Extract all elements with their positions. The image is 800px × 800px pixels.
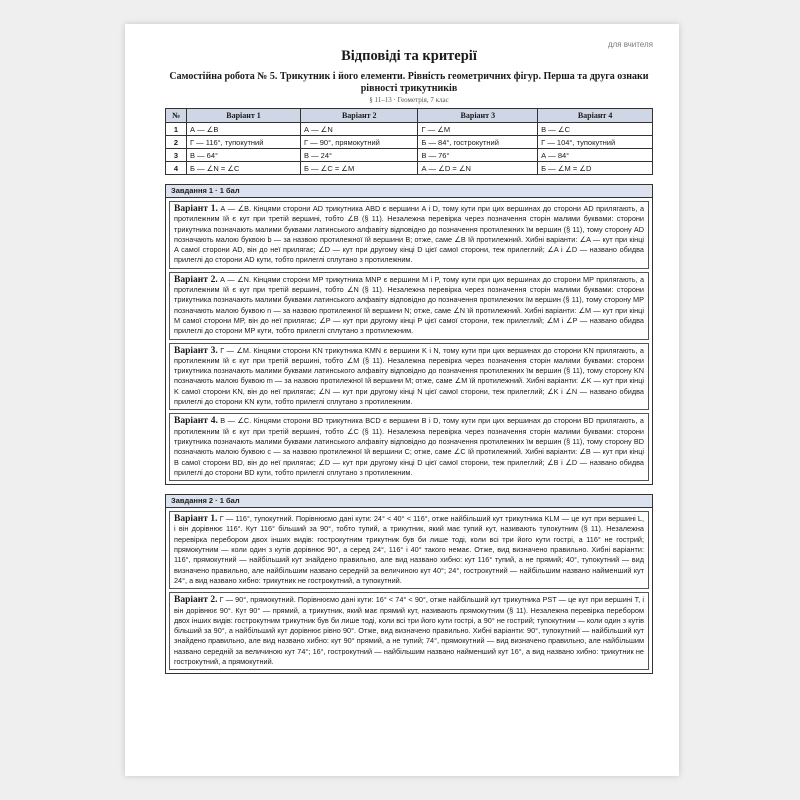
task-1-variant-4-answer: [169, 413, 649, 481]
table-cell: А — ∠B: [187, 123, 301, 136]
table-cell: В — ∠C: [538, 123, 653, 136]
table-cell: Б — ∠C = ∠M: [301, 162, 418, 175]
section-reference: § 11–13 · Геометрія, 7 клас: [369, 96, 449, 104]
task-1-header: Завдання 1 · 1 бал: [166, 185, 652, 198]
variant-label: Варіант 3.: [174, 345, 218, 356]
table-cell: А — ∠D = ∠N: [418, 162, 538, 175]
table-cell: Г — 90°, прямокутний: [301, 136, 418, 149]
table-row: [166, 162, 653, 175]
page-title: Відповіді та критерії: [341, 48, 477, 64]
table-cell: А — ∠N: [301, 123, 418, 136]
table-cell: В — 24°: [301, 149, 418, 162]
variant-label: Варіант 2.: [174, 595, 218, 606]
table-row: [166, 136, 653, 149]
table-cell: 1: [166, 123, 187, 136]
table-header-row: [166, 109, 653, 123]
column-header: Варіант 3: [418, 109, 538, 123]
table-cell: Б — ∠N = ∠C: [187, 162, 301, 175]
task-1-variant-1-answer: [169, 201, 649, 269]
table-cell: Г — 116°, тупокутний: [187, 136, 301, 149]
answer-text: А — ∠N. Кінцями сторони MP трикутника MNP є вершини M і P, тому кути при цих вершинах до сторони MP прилягають, а протилежним їй є кут при третій вершині, тобто ∠N (§ 11). Незалежна перевірка через позначення сторін малими буквами: сторони трикутника позначають малими буквами латинського алфавіту відповідно до позначення протилежних їм вершин (§ 11), тому сторону MP позначають малою буквою n — за назвою протилежної їй вершини N; отже, саме ∠N їй протилежний. Хибні варіанти: ∠M — кут при кінці M самої сторони MP, він до неї прилягає; ∠P — кут при другому кінці P цієї самої сторони, теж прилеглий; ∠M і ∠P — названо обидва прилеглі до сторони MP кути, тобто прилеглі сплутано з протилежним.: [174, 274, 645, 336]
page-subtitle: Самостійна робота № 5. Трикутник і його елементи. Рівність геометричних фігур. Перша та друга ознаки рівності трикутників: [169, 71, 649, 94]
table-cell: Г — ∠M: [418, 123, 538, 136]
column-header: №: [166, 109, 187, 123]
answer-text: Г — 116°, тупокутний. Порівнюємо дані кути: 24° < 40° < 116°, отже найбільший кут трикутника KLM — це кут при вершині L, і він дорівнює 116°. Кут 116° більший за 90°, тобто тупий, а трикутник, який має тупий кут, називають тупокутним (§ 11). Незалежна перевірка перебором двох інших видів: гострокутним трикутник був би лише тоді, коли всі три його кути гострі, а 116° не гострий; прямокутним — коли один з кутів дорівнює 90°, а серед 24°, 116° і 40° такого немає. Отже, вид визначено правильно. Хибні варіанти: 116°, прямокутний — найбільший кут знайдено правильно, але вид названо хибно: кут 116° тупий, а не прямий; 40°, тупокутний — вид визначено правильно, але найбільшим названо середній за величиною кут 40°; 24°, гострокутний — найбільшим названо найменший кут 24°, а вид названо хибно: трикутник не гострокутний, а тупокутний.: [174, 514, 645, 585]
task-1-variant-2-answer: [169, 272, 649, 340]
table-cell: Б — ∠M = ∠D: [538, 162, 653, 175]
variant-label: Варіант 4.: [174, 416, 218, 427]
worksheet-page: [125, 24, 679, 776]
table-cell: Г — 104°, тупокутний: [538, 136, 653, 149]
answer-key-table: [165, 108, 653, 175]
column-header: Варіант 2: [301, 109, 418, 123]
variant-label: Варіант 1.: [174, 514, 218, 525]
answer-text: В — ∠C. Кінцями сторони BD трикутника BCD є вершини B і D, тому кути при цих вершинах до сторони BD прилягають, а протилежним їй є кут при третій вершині, тобто ∠C (§ 11). Незалежна перевірка через позначення сторін малими буквами: сторони трикутника позначають малими буквами латинського алфавіту відповідно до позначення протилежних їм вершин (§ 11), тому сторону BD позначають малою буквою c — за назвою протилежної їй вершини C; отже, саме ∠C їй протилежний. Хибні варіанти: ∠B — кут при кінці B самої сторони BD, він до неї прилягає; ∠D — кут при другому кінці D цієї самої сторони, теж прилеглий; ∠B і ∠D — названо обидва прилеглі до сторони BD кути, тобто прилеглі сплутано з протилежним.: [174, 416, 644, 477]
variant-label: Варіант 1.: [174, 204, 218, 214]
page-content: [165, 38, 653, 674]
answer-text: Г — 90°, прямокутний. Порівнюємо дані кути: 16° < 74° < 90°, отже найбільший кут трикутника PST — це кут при вершині T, і він дорівнює 90°. Кут 90° — прямий, а трикутник, який має прямий кут, називають прямокутним (§ 11). Незалежна перевірка перебором двох інших видів: гострокутним трикутник був би лише тоді, коли всі три його кути гострі, а 90° не гострий; тупокутним — коли один з кутів більший за 90°, а найбільший кут дорівнює рівно 90°. Отже, вид визначено правильно. Хибні варіанти: 90°, тупокутний — найбільший кут знайдено правильно, але вид названо хибно: кут 90° прямий, а не тупий; 74°, прямокутний — вид визначено правильно, але найбільшим названо середній за величиною кут 74°; 16°, гострокутний — найбільшим названо найменший кут 16°, а вид названо хибно: трикутник не гострокутний, а прямокутний.: [174, 595, 644, 666]
table-row: [166, 123, 653, 136]
teacher-label: для вчителя: [607, 40, 653, 49]
column-header: Варіант 4: [538, 109, 653, 123]
task-2-variant-1-answer: [169, 511, 649, 589]
table-cell: 2: [166, 136, 187, 149]
column-header: Варіант 1: [187, 109, 301, 123]
table-cell: Б — 84°, гострокутний: [418, 136, 538, 149]
task-1-variant-3-answer: [169, 343, 649, 411]
variant-label: Варіант 2.: [174, 274, 218, 285]
table-cell: 3: [166, 149, 187, 162]
task-2-section: [165, 494, 653, 674]
table-cell: В — 76°: [418, 149, 538, 162]
answer-text: Г — ∠M. Кінцями сторони KN трикутника KMN є вершини K і N, тому кути при цих вершинах до сторони KN прилягають, а протилежним їй є кут при третій вершині, тобто ∠M (§ 11). Незалежна перевірка через позначення сторін малими буквами: сторони трикутника позначають малими буквами латинського алфавіту відповідно до позначення протилежних їм вершин (§ 11), тому сторону KN позначають малою буквою m — за назвою протилежної їй вершини M; отже, саме ∠M їй протилежний. Хибні варіанти: ∠K — кут при кінці K самої сторони KN, він до неї прилягає; ∠N — кут при другому кінці N цієї самої сторони, теж прилеглий; ∠K і ∠N — названо обидва прилеглі до сторони KN кути, тобто прилеглі сплутано з протилежним.: [174, 345, 644, 407]
task-2-variant-2-answer: [169, 592, 649, 670]
table-row: [166, 149, 653, 162]
task-1-section: [165, 184, 653, 485]
table-cell: А — 84°: [538, 149, 653, 162]
answer-text: А — ∠B. Кінцями сторони AD трикутника ABD є вершини A і D, тому кути при цих вершинах до сторони AD прилягають, а протилежним їй є кут при третій вершині, тобто ∠B (§ 11). Незалежна перевірка через позначення сторін малими буквами: сторони трикутника позначають малими буквами латинського алфавіту відповідно до позначення протилежних їм вершин (§ 11), тому сторону AD позначають малою буквою b — за назвою протилежної їй вершини B; отже, саме ∠B їй протилежний. Хибні варіанти: ∠A — кут при кінці A самої сторони AD, він до неї прилягає; ∠D — кут при другому кінці D цієї самої сторони, теж прилеглий; ∠A і ∠D — названо обидва прилеглі до сторони AD кути, тобто прилеглі сплутано з протилежним.: [174, 204, 645, 265]
task-2-header: Завдання 2 · 1 бал: [166, 495, 652, 508]
table-cell: 4: [166, 162, 187, 175]
table-cell: В — 64°: [187, 149, 301, 162]
